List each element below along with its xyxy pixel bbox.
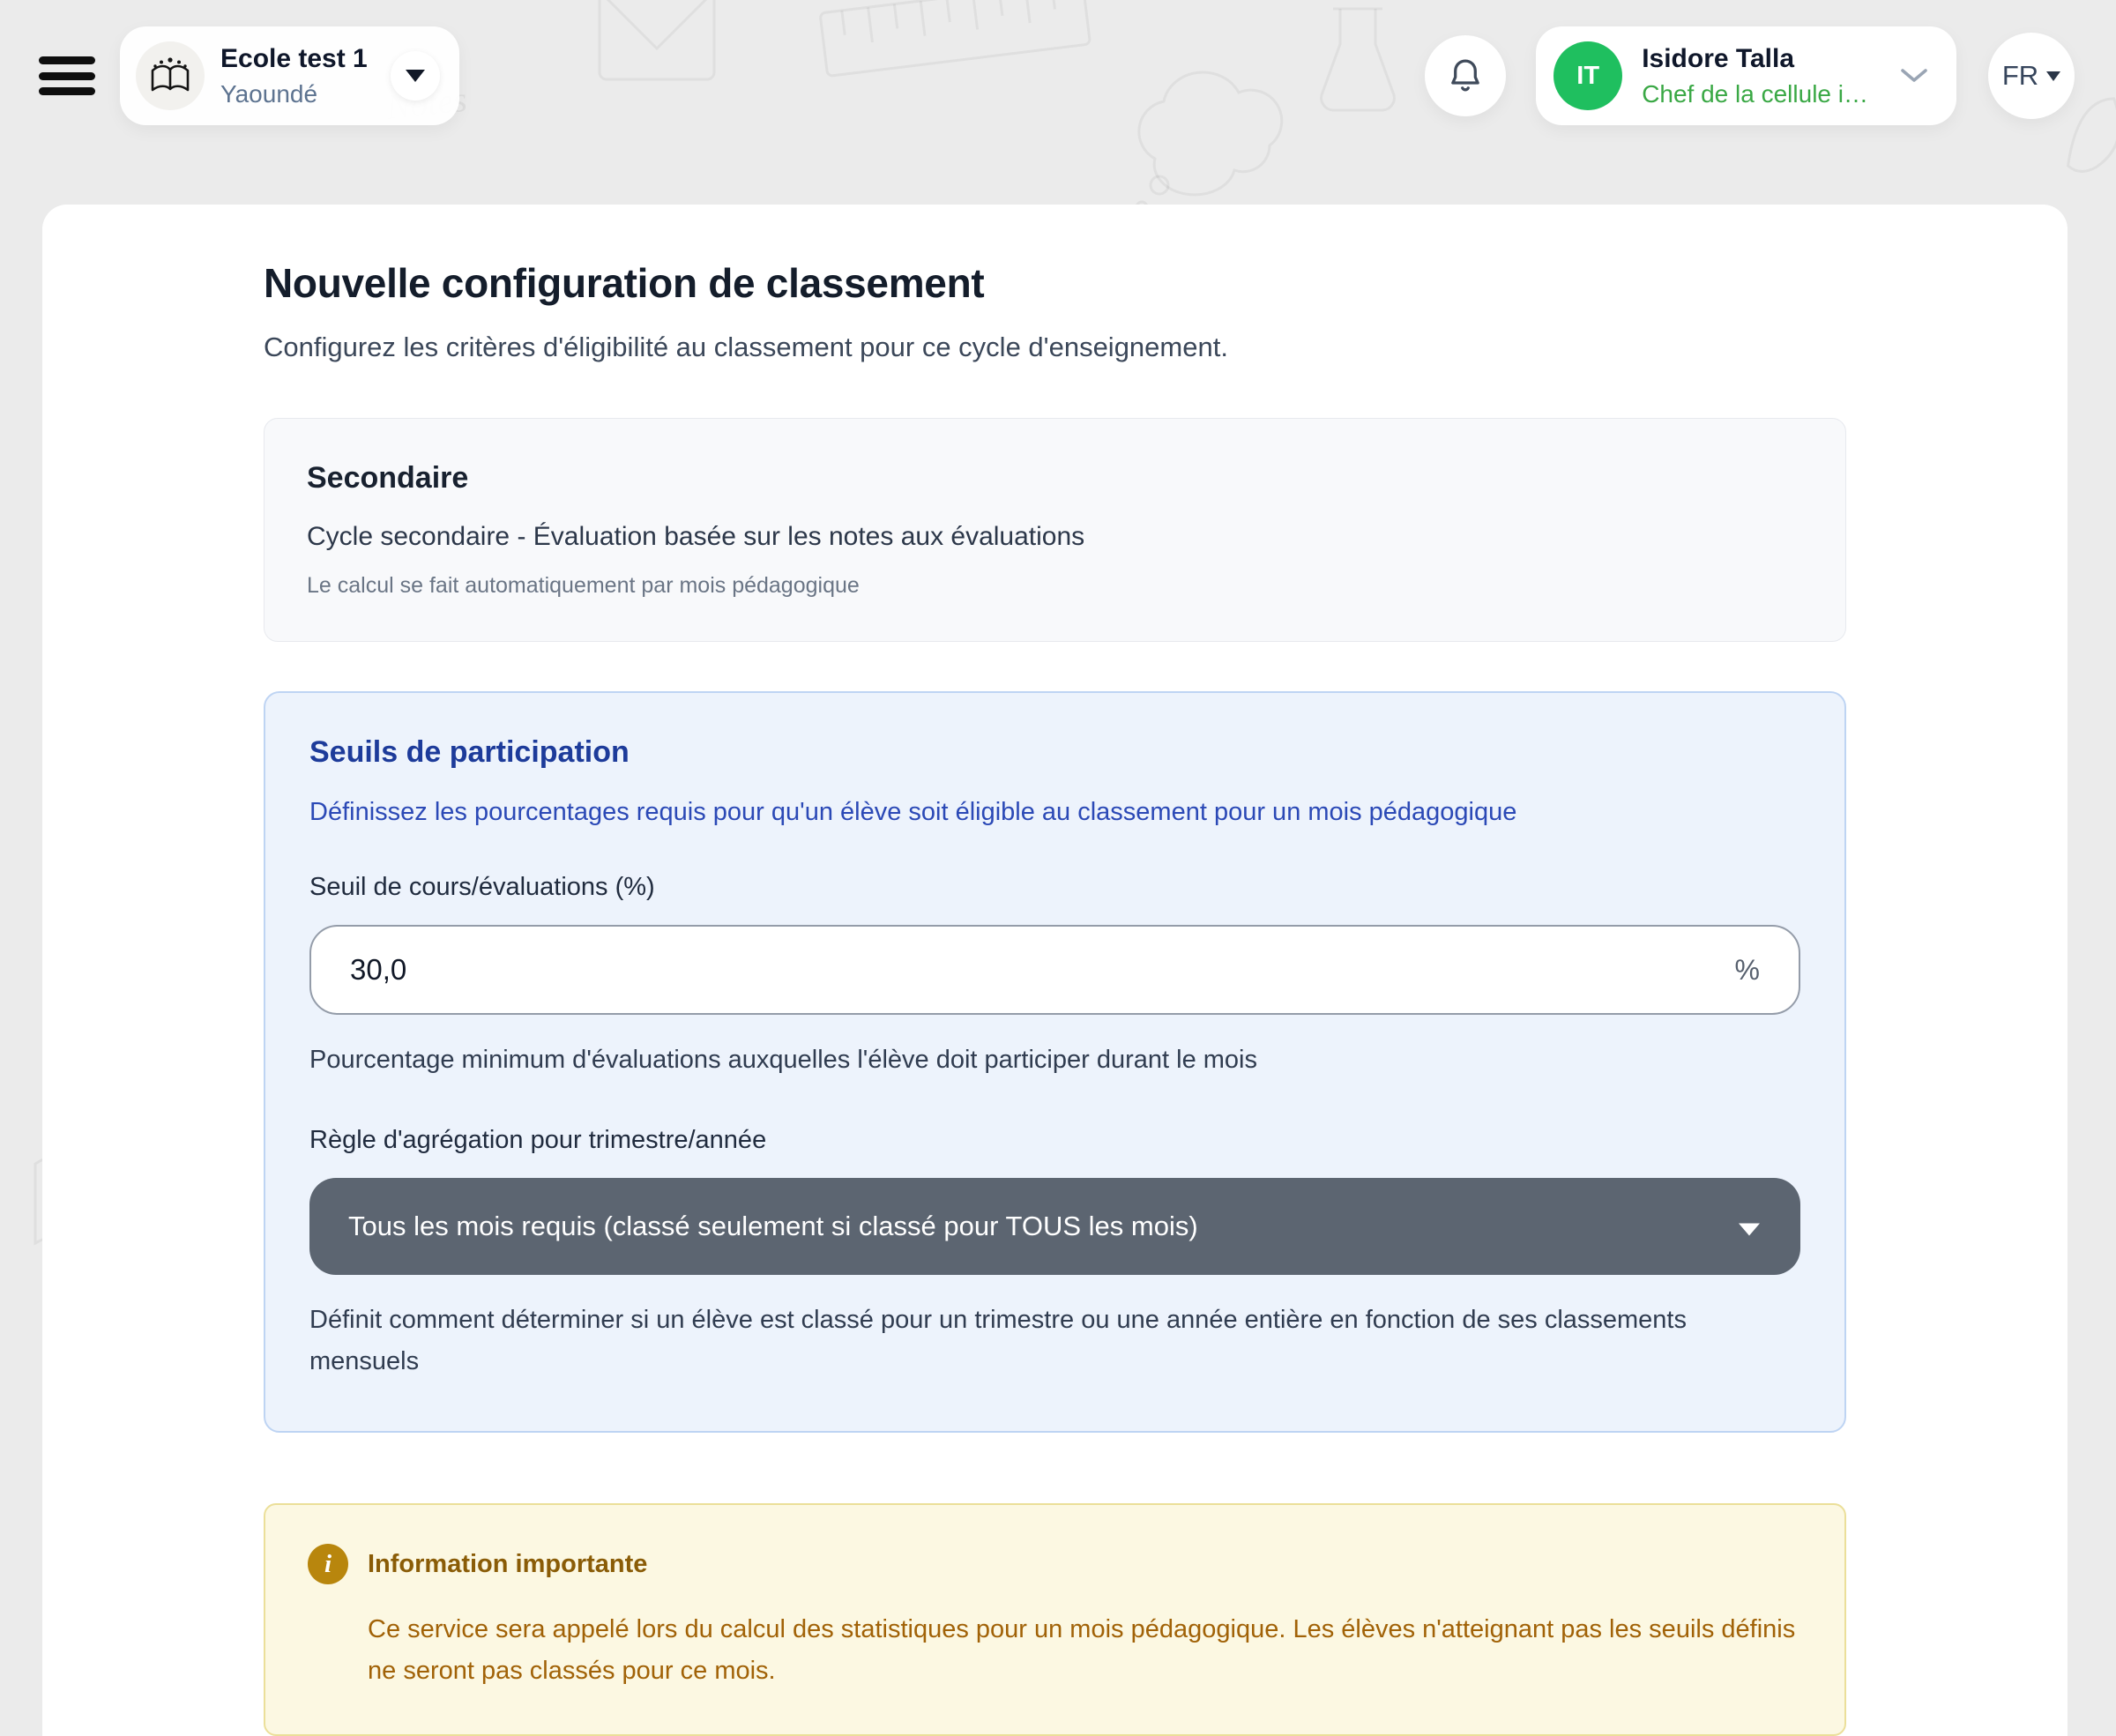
school-name: Ecole test 1 (220, 43, 368, 73)
school-selector[interactable] (120, 26, 459, 125)
hamburger-icon (39, 56, 95, 64)
main-card (42, 205, 2068, 1736)
info-title: Information importante (368, 1549, 648, 1578)
school-logo (136, 41, 205, 110)
thresholds-description: Définissez les pourcentages requis pour qu'un élève soit éligible au classement pour un mois pédagogique (309, 798, 1517, 826)
cycle-card (264, 418, 1846, 642)
user-menu[interactable] (1536, 26, 1956, 125)
language-label: FR (2001, 60, 2039, 91)
open-book-icon (147, 53, 193, 99)
menu-button[interactable] (39, 51, 95, 101)
cycle-note: Le calcul se fait automatiquement par mois pédagogique (307, 573, 860, 598)
caret-down-icon (406, 70, 425, 82)
page-title: Nouvelle configuration de classement (264, 260, 985, 306)
chevron-down-icon (1898, 66, 1930, 86)
school-city: Yaoundé (220, 80, 318, 108)
page-subtitle: Configurez les critères d'éligibilité au classement pour ce cycle d'enseignement. (264, 332, 1228, 362)
notifications-button[interactable] (1425, 35, 1506, 116)
thresholds-card (264, 691, 1846, 1433)
school-caret-button[interactable] (391, 51, 440, 101)
language-selector[interactable] (1988, 33, 2075, 119)
select-caret-icon (1739, 1224, 1760, 1236)
aggregation-rule-value: Tous les mois requis (classé seulement si classé pour TOUS les mois) (348, 1211, 1198, 1242)
info-box (264, 1503, 1846, 1736)
aggregation-rule-select[interactable] (309, 1178, 1800, 1275)
aggregation-rule-label: Règle d'agrégation pour trimestre/année (309, 1126, 767, 1155)
info-icon: i (308, 1544, 348, 1584)
user-avatar: IT (1553, 41, 1622, 110)
course-threshold-label: Seuil de cours/évaluations (%) (309, 873, 655, 901)
info-body: Ce service sera appelé lors du calcul des statistiques pour un mois pédagogique. Les élèves n'atteignant pas les seuils définis ne seront pas classés pour ce mois. (368, 1615, 1796, 1686)
user-role: Chef de la cellule i… (1642, 80, 1868, 108)
top-bar (39, 26, 2075, 125)
language-caret-icon (2046, 71, 2060, 81)
user-name: Isidore Talla (1642, 43, 1795, 73)
course-threshold-helper: Pourcentage minimum d'évaluations auxquelles l'élève doit participer durant le mois (309, 1046, 1257, 1074)
thresholds-title: Seuils de participation (309, 735, 630, 769)
percent-suffix: % (1734, 953, 1760, 986)
cycle-description: Cycle secondaire - Évaluation basée sur les notes aux évaluations (307, 522, 1085, 551)
course-threshold-field[interactable] (309, 925, 1800, 1015)
cycle-title: Secondaire (307, 461, 469, 495)
aggregation-rule-helper: Définit comment déterminer si un élève est classé pour un trimestre ou une année entière en fonction de ses classements mensuels (309, 1306, 1687, 1375)
bell-icon (1445, 56, 1486, 96)
course-threshold-input[interactable] (350, 953, 1735, 987)
